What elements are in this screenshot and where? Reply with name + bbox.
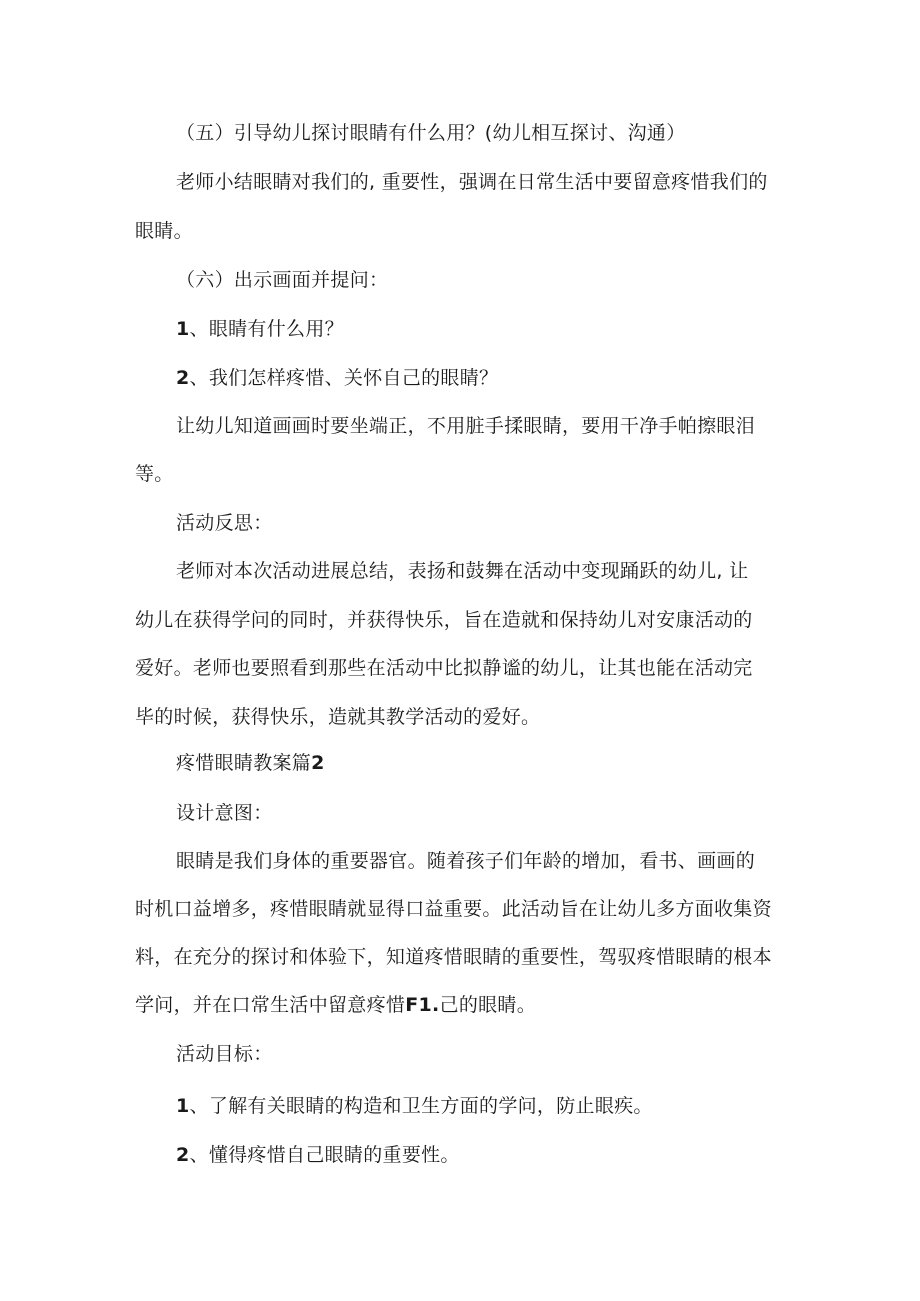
section6-note-line2: 等。 — [135, 463, 174, 485]
design-line4 — [135, 993, 536, 1017]
reflection-line4: 毕的时候，获得快乐，造就其教学活动的爱好。 — [135, 706, 541, 728]
question1-text: 、眼睛有什么用？ — [189, 318, 344, 340]
reflection-line1: 老师对本次活动进展总结，表扬和鼓舞在活动中变现踊跃的幼儿, 让 — [176, 560, 749, 582]
section6-note-line1: 让幼儿知道画画时要坐端正，不用脏手揉眼睛，要用干净手帕擦眼泪 — [176, 415, 756, 437]
section6-question1 — [176, 317, 344, 341]
goals-heading: 活动目标： — [176, 1043, 273, 1065]
design-heading: 设计意图： — [176, 802, 273, 824]
goal1 — [176, 1094, 653, 1118]
goal2 — [176, 1143, 460, 1167]
goal2-text: 、懂得疼惜自己眼睛的重要性。 — [189, 1144, 460, 1166]
goal2-number: 2 — [176, 1144, 190, 1166]
plan2-title-text: 疼惜眼睛教案篇 — [176, 752, 312, 774]
plan2-title-number: 2 — [311, 752, 325, 774]
question2-number: 2 — [176, 367, 190, 389]
reflection-line2: 幼儿在获得学问的同时，并获得快乐，旨在造就和保持幼儿对安康活动的 — [135, 609, 753, 631]
design-line2: 时机口益增多，疼惜眼睛就显得口益重要。此活动旨在让幼儿多方面收集资 — [135, 898, 772, 920]
section5-heading: （五）引导幼儿探讨眼睛有什么用？(幼儿相互探讨、沟通） — [176, 122, 686, 144]
section6-heading: （六）出示画面并提问： — [176, 269, 389, 291]
design-line3: 料，在充分的探讨和体验下，知道疼惜眼睛的重要性，驾驭疼惜眼睛的根本 — [135, 946, 772, 968]
goal1-text: 、了解有关眼睛的构造和卫生方面的学问，防止眼疾。 — [189, 1095, 653, 1117]
design-line4-part-b: F1. — [405, 994, 440, 1016]
question1-number: 1 — [176, 318, 190, 340]
section6-question2 — [176, 366, 498, 390]
question2-text: 、我们怎样疼惜、关怀自己的眼睛？ — [189, 367, 499, 389]
reflection-line3: 爱好。老师也要照看到那些在活动中比拟静谧的幼儿，让其也能在活动完 — [135, 657, 753, 679]
reflection-heading: 活动反思： — [176, 512, 273, 534]
section5-summary-line1: 老师小结眼睛对我们的, 重要性，强调在日常生活中要留意疼惜我们的 — [176, 171, 768, 193]
section5-summary-line2: 眼睛。 — [135, 220, 193, 242]
design-line4-part-c: 己的眼睛。 — [439, 994, 537, 1016]
design-line1: 眼睛是我们身体的重要器官。随着孩子们年龄的增加，看书、画画的 — [176, 850, 756, 872]
goal1-number: 1 — [176, 1095, 190, 1117]
design-line4-part-a: 学问，并在口常生活中留意疼惜 — [135, 994, 406, 1016]
plan2-title — [176, 751, 325, 775]
